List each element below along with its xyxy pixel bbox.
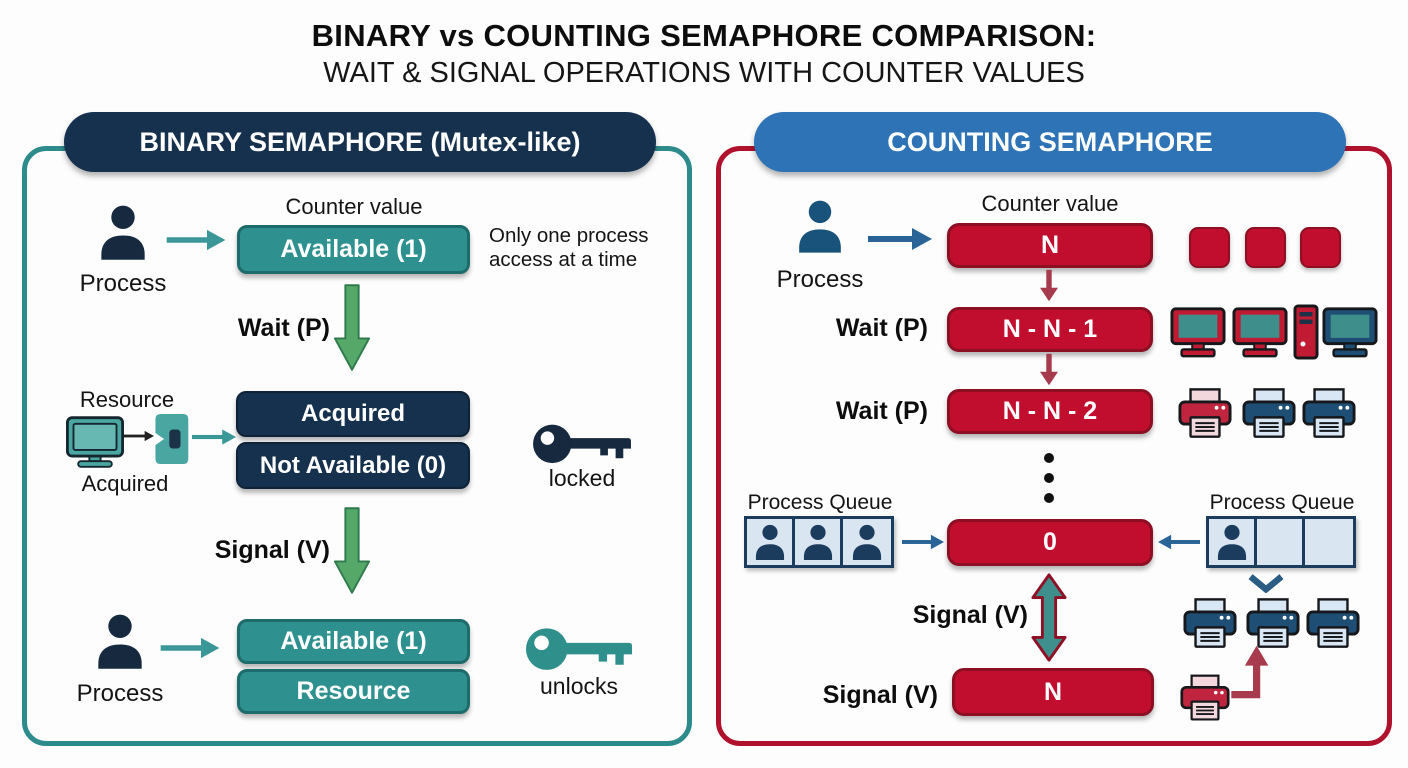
wait-p2-label: Wait (P) bbox=[835, 397, 928, 425]
diagram-title-line2: WAIT & SIGNAL OPERATIONS WITH COUNTER VALUES bbox=[323, 57, 1085, 89]
counter-n-bottom-box: N bbox=[952, 668, 1154, 716]
unlocks-label: unlocks bbox=[540, 673, 618, 699]
queue-cell bbox=[843, 519, 891, 565]
arrow-right-icon bbox=[902, 531, 944, 553]
binary-panel-header: BINARY SEMAPHORE (Mutex-like) bbox=[64, 112, 656, 172]
locked-key-icon bbox=[532, 417, 632, 465]
printer-icon bbox=[1242, 386, 1296, 441]
acquired-box: Acquired bbox=[236, 391, 470, 437]
arrow-right-icon bbox=[160, 637, 220, 659]
counter-value-label: Counter value bbox=[981, 191, 1119, 216]
counting-panel-header: COUNTING SEMAPHORE bbox=[754, 112, 1346, 172]
green-down-arrow-icon bbox=[333, 282, 371, 374]
resource-token-square bbox=[1189, 227, 1230, 268]
counter-zero-box: 0 bbox=[947, 519, 1153, 566]
wait-p-label: Wait (P) bbox=[237, 314, 330, 342]
process-queue-right bbox=[1206, 516, 1356, 568]
queue-cell bbox=[1209, 519, 1257, 565]
chevron-down-icon bbox=[1246, 573, 1286, 593]
counter-n1-box: N - N - 1 bbox=[947, 307, 1153, 352]
resource-label: Resource bbox=[79, 387, 175, 412]
wait-p1-label: Wait (P) bbox=[835, 314, 928, 342]
resource-monitor-icon bbox=[66, 416, 124, 469]
available-1-box: Available (1) bbox=[237, 225, 470, 274]
counter-n2-box: N - N - 2 bbox=[947, 389, 1153, 434]
available-1-bottom-box: Available (1) bbox=[237, 619, 470, 664]
printer-icon bbox=[1183, 597, 1237, 650]
queue-cell bbox=[795, 519, 843, 565]
computer-tower-icon bbox=[1293, 304, 1319, 360]
arrow-left-icon bbox=[1158, 531, 1200, 553]
arrow-right-icon bbox=[166, 229, 226, 251]
counter-n-box: N bbox=[947, 223, 1153, 268]
green-down-arrow-icon bbox=[333, 504, 371, 598]
signal-v-label: Signal (V) bbox=[214, 536, 330, 564]
signal-v-bottom-label: Signal (V) bbox=[822, 681, 938, 709]
elbow-up-arrow-icon bbox=[1228, 644, 1278, 700]
queue-cell-empty bbox=[1305, 519, 1353, 565]
locked-label: locked bbox=[548, 465, 616, 491]
computer-icon bbox=[1232, 306, 1288, 360]
resource-slot-icon bbox=[152, 410, 190, 468]
process-bottom-label: Process bbox=[76, 680, 164, 707]
process-queue-left-label: Process Queue bbox=[747, 491, 893, 514]
process-person-icon bbox=[795, 197, 845, 255]
printer-icon bbox=[1246, 597, 1300, 650]
computer-icon bbox=[1322, 306, 1378, 360]
unlocks-key-icon bbox=[523, 620, 635, 672]
not-available-0-box: Not Available (0) bbox=[236, 442, 470, 489]
printer-icon bbox=[1178, 386, 1232, 441]
process-person-icon bbox=[97, 202, 149, 262]
printer-icon bbox=[1302, 386, 1356, 441]
only-one-process-note: Only one process access at a time bbox=[489, 224, 649, 272]
process-label: Process bbox=[776, 266, 864, 293]
queue-cell-empty bbox=[1257, 519, 1305, 565]
signal-v-mid-label: Signal (V) bbox=[912, 601, 1028, 629]
printer-icon bbox=[1180, 672, 1230, 724]
process-queue-left bbox=[744, 516, 894, 568]
double-headed-arrow-icon bbox=[1031, 571, 1067, 664]
arrow-right-icon bbox=[860, 227, 940, 251]
computer-icon bbox=[1170, 306, 1226, 360]
red-down-arrow-icon bbox=[1040, 352, 1058, 388]
red-down-arrow-icon bbox=[1040, 269, 1058, 303]
acquired-caption-label: Acquired bbox=[81, 471, 169, 496]
process-person-icon bbox=[94, 611, 146, 671]
resource-token-square bbox=[1300, 227, 1341, 268]
resource-box: Resource bbox=[237, 669, 470, 714]
arrow-right-icon bbox=[192, 427, 236, 447]
diagram-title-line1: BINARY vs COUNTING SEMAPHORE COMPARISON: bbox=[311, 18, 1097, 53]
ellipsis-dots-icon bbox=[1043, 452, 1055, 504]
resource-token-square bbox=[1245, 227, 1286, 268]
counter-value-label: Counter value bbox=[285, 194, 423, 219]
process-queue-right-label: Process Queue bbox=[1209, 491, 1355, 514]
queue-cell bbox=[747, 519, 795, 565]
process-top-label: Process bbox=[79, 270, 167, 297]
arrow-into-slot-icon bbox=[124, 428, 154, 444]
printer-icon bbox=[1306, 597, 1360, 650]
